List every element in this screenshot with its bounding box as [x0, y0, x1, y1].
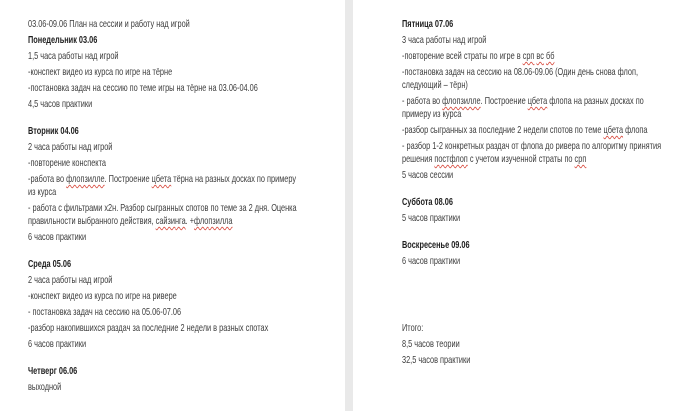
misspelled-word: постфлоп — [434, 153, 468, 165]
plan-text-line: - работа во флопзилле. Построение цбета флопа на разных досках по примеру из курса — [402, 95, 644, 120]
plan-text-line: 4,5 часов практики — [28, 98, 93, 110]
plan-text-line: -работа во флопзилле. Построение цбета тёрна на разных досках по примеру из курса — [28, 173, 297, 198]
plan-text-line: 6 часов практики — [402, 255, 461, 267]
misspelled-word: сайзинга — [155, 215, 186, 227]
plan-text-line: 3 часа работы над игрой — [402, 34, 487, 46]
plan-text-line: -постановка задач на сессию на 08.06-09.06 (Один день снова флоп, следующий – тёрн) — [402, 66, 639, 91]
day-heading: Понедельник 03.06 — [28, 34, 98, 46]
day-heading: Вторник 04.06 — [28, 125, 79, 137]
plan-text-line: -разбор накопившихся раздач за последние 2 недели в разных спотах — [28, 322, 269, 334]
misspelled-word: цбета — [527, 95, 548, 107]
misspelled-word: флопзилле — [442, 95, 481, 107]
misspelled-word: бб — [545, 50, 555, 62]
plan-text-line: 1,5 часа работы над игрой — [28, 50, 119, 62]
misspelled-word: вс — [536, 50, 544, 62]
misspelled-word: срп — [522, 50, 535, 62]
page-right[interactable] — [353, 0, 700, 411]
day-heading: Четверг 06.06 — [28, 365, 78, 377]
plan-text-line: -повторение конспекта — [28, 157, 106, 169]
day-heading: Среда 05.06 — [28, 258, 72, 270]
plan-text-line: - работа с фильтрами х2н. Разбор сыгранных спотов по теме за 2 дня. Оценка правильности выбранного действия, сайзинга. +флопзилла — [28, 202, 297, 227]
plan-text-line: 8,5 часов теории — [402, 338, 460, 350]
plan-text-line: 6 часов практики — [28, 231, 87, 243]
misspelled-word: срп — [574, 153, 587, 165]
plan-text-line: 2 часа работы над игрой — [28, 141, 113, 153]
day-heading: Воскресенье 09.06 — [402, 239, 470, 251]
plan-text-line: 6 часов практики — [28, 338, 87, 350]
plan-text-line: выходной — [28, 381, 62, 393]
plan-text-line: -постановка задач на сессию по теме игры на тёрне на 03.06-04.06 — [28, 82, 258, 94]
page-left-content — [28, 18, 345, 394]
page-right-content — [402, 18, 700, 367]
plan-text-line: -конспект видео из курса по игре на ривере — [28, 290, 177, 302]
plan-text-line: - постановка задач на сессию на 05.06-07.06 — [28, 306, 182, 318]
plan-text-line: -повторение всей страты по игре в срп вс бб — [402, 50, 555, 62]
plan-text-line: - разбор 1-2 конкретных раздач от флопа до ривера по алгоритму принятия решения постфлоп с учетом изученной страты по срп — [402, 140, 662, 165]
page-gutter — [345, 0, 353, 411]
plan-text-line: 32,5 часов практики — [402, 354, 471, 366]
page-left[interactable] — [0, 0, 345, 411]
day-heading: Суббота 08.06 — [402, 196, 453, 208]
day-heading: Пятница 07.06 — [402, 18, 454, 30]
plan-text-line: 03.06-09.06 План на сессии и работу над игрой — [28, 18, 190, 30]
plan-text-line: -конспект видео из курса по игре на тёрне — [28, 66, 173, 78]
misspelled-word: флопзилла — [194, 215, 233, 227]
misspelled-word: флопзилле — [66, 173, 105, 185]
plan-text-line: 5 часов сессии — [402, 169, 454, 181]
misspelled-word: цбета — [151, 173, 172, 185]
misspelled-word: цбета — [603, 124, 624, 136]
plan-text-line: Итого: — [402, 322, 424, 334]
plan-text-line: 5 часов практики — [402, 212, 461, 224]
plan-text-line: 2 часа работы над игрой — [28, 274, 113, 286]
plan-text-line: -разбор сыгранных за последние 2 недели спотов по теме цбета флопа — [402, 124, 648, 136]
